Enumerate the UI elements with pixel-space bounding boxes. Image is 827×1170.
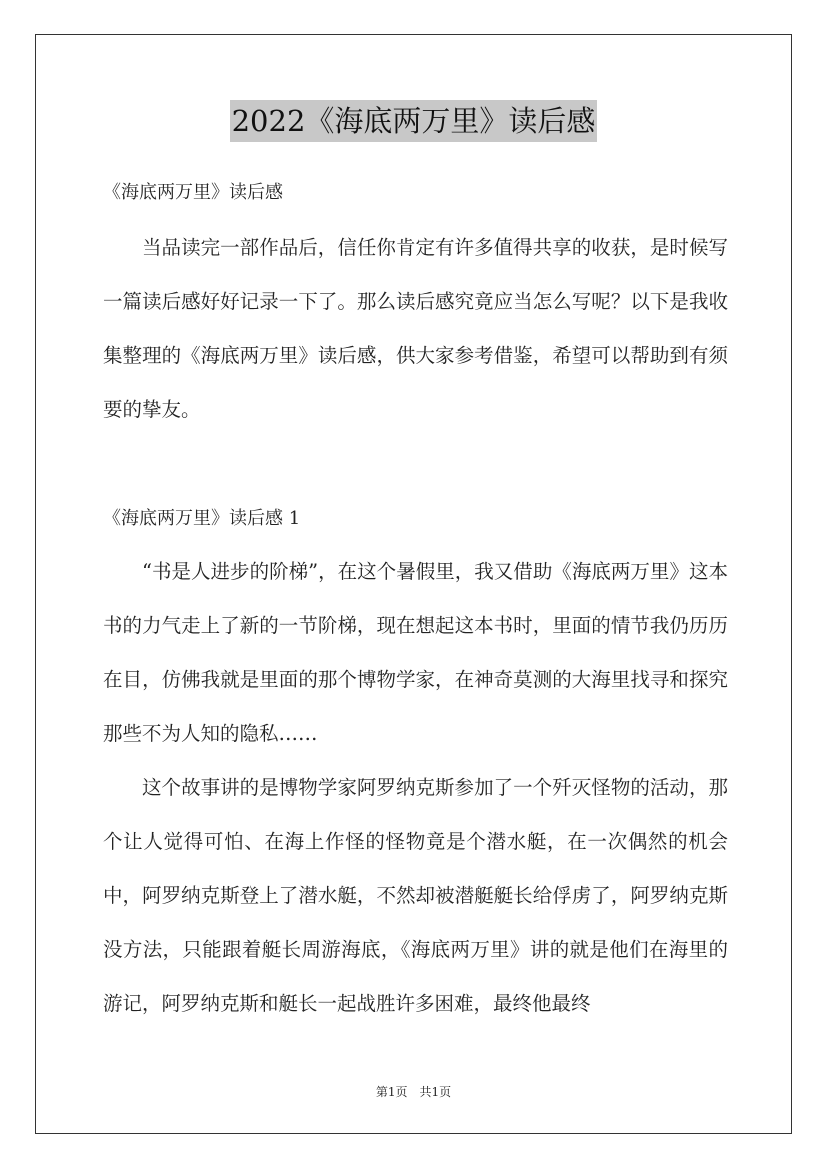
page-footer: 第1页 共1页 <box>375 1085 452 1099</box>
document-title: 2022《海底两万里》读后感 <box>230 100 598 142</box>
intro-paragraph: 当品读完一部作品后，信任你肯定有许多值得共享的收获，是时候写一篇读后感好好记录一下了。那么读后感究竟应当怎么写呢？以下是我收集整理的《海底两万里》读后感，供大家参考借鉴，希望可以帮助到有须要的挚友。 <box>103 236 728 421</box>
body-paragraph-1: “书是人进步的阶梯”，在这个暑假里，我又借助《海底两万里》这本书的力气走上了新的一节阶梯，现在想起这本书时，里面的情节我仍历历在目，仿佛我就是里面的那个博物学家，在神奇莫测的大海里找寻和探究那些不为人知的隐私…… <box>103 560 728 745</box>
body-paragraph-2: 这个故事讲的是博物学家阿罗纳克斯参加了一个歼灭怪物的活动，那个让人觉得可怕、在海上作怪的怪物竟是个潜水艇，在一次偶然的机会中，阿罗纳克斯登上了潜水艇，不然却被潜艇艇长给俘虏了，阿罗纳克斯没方法，只能跟着艇长周游海底，《海底两万里》讲的就是他们在海里的游记，阿罗纳克斯和艇长一起战胜许多困难，最终他最终 <box>103 776 728 1015</box>
section-heading: 《海底两万里》读后感 1 <box>103 508 301 529</box>
title-container <box>0 100 827 142</box>
intro-heading: 《海底两万里》读后感 <box>103 182 283 203</box>
